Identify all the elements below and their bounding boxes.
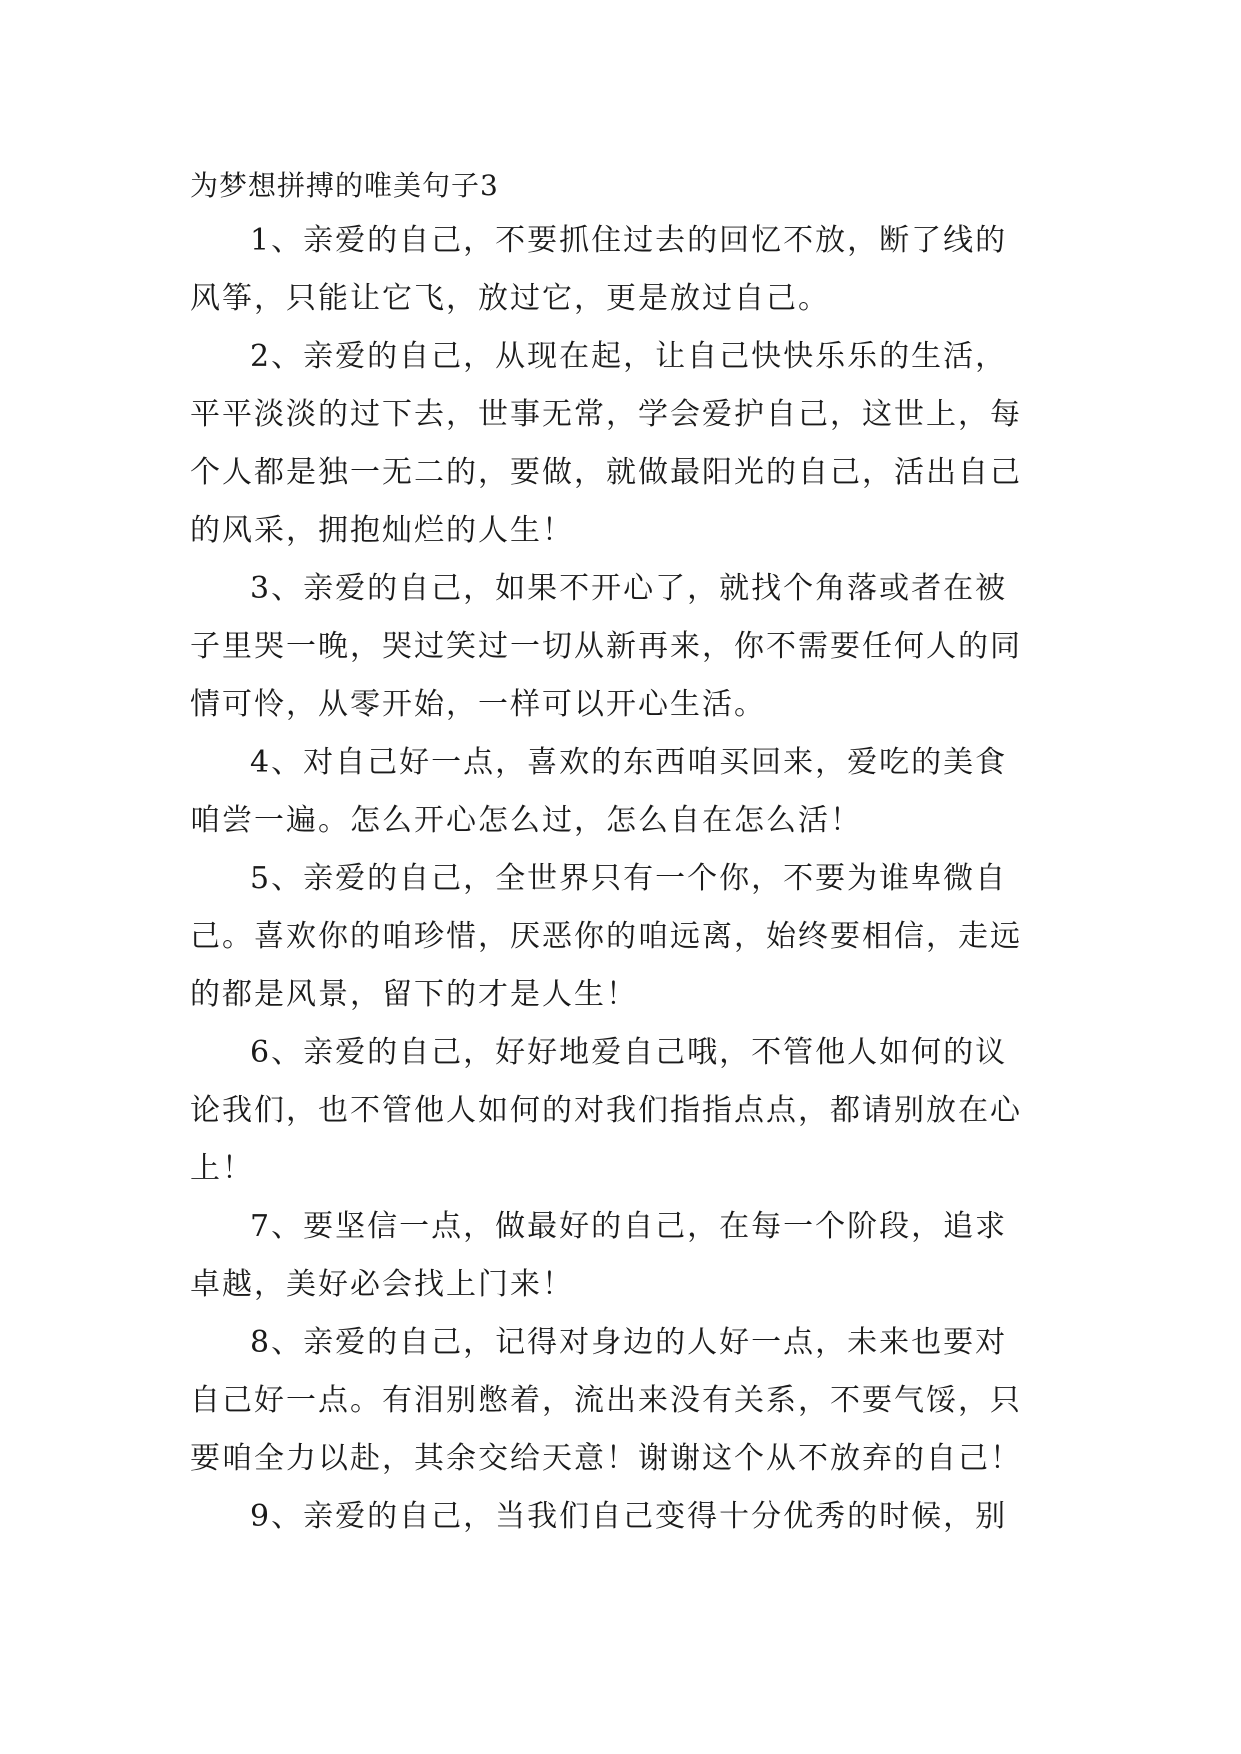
paragraph-6 <box>190 1024 1050 1198</box>
paragraph-line: 4、对自己好一点，喜欢的东西咱买回来，爱吃的美食 <box>250 745 1008 780</box>
paragraph-line: 要咱全力以赴，其余交给天意！谢谢这个从不放弃的自己！ <box>190 1441 1022 1476</box>
paragraph-line: 卓越，美好必会找上门来！ <box>190 1267 574 1302</box>
paragraph-line: 平平淡淡的过下去，世事无常，学会爱护自己，这世上，每 <box>190 397 1022 432</box>
paragraph-line: 3、亲爱的自己，如果不开心了，就找个角落或者在被 <box>250 571 1008 606</box>
paragraph-line: 风筝，只能让它飞，放过它，更是放过自己。 <box>190 281 830 316</box>
paragraph-line: 5、亲爱的自己，全世界只有一个你，不要为谁卑微自 <box>250 861 1008 896</box>
paragraph-9 <box>190 1488 1050 1546</box>
paragraph-3 <box>190 560 1050 734</box>
paragraph-line: 咱尝一遍。怎么开心怎么过，怎么自在怎么活！ <box>190 803 862 838</box>
paragraph-line: 己。喜欢你的咱珍惜，厌恶你的咱远离，始终要相信，走远 <box>190 919 1022 954</box>
document-body <box>190 160 1050 1546</box>
paragraph-line: 1、亲爱的自己，不要抓住过去的回忆不放，断了线的 <box>250 223 1008 258</box>
document-title: 为梦想拼搏的唯美句子3 <box>190 169 499 202</box>
paragraph-line: 自己好一点。有泪别憋着，流出来没有关系，不要气馁，只 <box>190 1383 1022 1418</box>
paragraph-5 <box>190 850 1050 1024</box>
paragraph-line: 上！ <box>190 1151 254 1186</box>
paragraph-1 <box>190 212 1050 328</box>
paragraph-line: 7、要坚信一点，做最好的自己，在每一个阶段，追求 <box>250 1209 1008 1244</box>
paragraph-8 <box>190 1314 1050 1488</box>
paragraph-line: 个人都是独一无二的，要做，就做最阳光的自己，活出自己 <box>190 455 1022 490</box>
paragraph-line: 子里哭一晚，哭过笑过一切从新再来，你不需要任何人的同 <box>190 629 1022 664</box>
paragraph-line: 8、亲爱的自己，记得对身边的人好一点，未来也要对 <box>250 1325 1008 1360</box>
paragraph-line: 的都是风景，留下的才是人生！ <box>190 977 638 1012</box>
paragraph-line: 6、亲爱的自己，好好地爱自己哦，不管他人如何的议 <box>250 1035 1008 1070</box>
paragraph-line: 9、亲爱的自己，当我们自己变得十分优秀的时候，别 <box>250 1499 1008 1534</box>
paragraph-line: 2、亲爱的自己，从现在起，让自己快快乐乐的生活， <box>250 339 1008 374</box>
paragraph-4 <box>190 734 1050 850</box>
paragraph-line: 论我们，也不管他人如何的对我们指指点点，都请别放在心 <box>190 1093 1022 1128</box>
paragraph-7 <box>190 1198 1050 1314</box>
paragraph-2 <box>190 328 1050 560</box>
paragraph-line: 的风采，拥抱灿烂的人生！ <box>190 513 574 548</box>
paragraph-line: 情可怜，从零开始，一样可以开心生活。 <box>190 687 766 722</box>
